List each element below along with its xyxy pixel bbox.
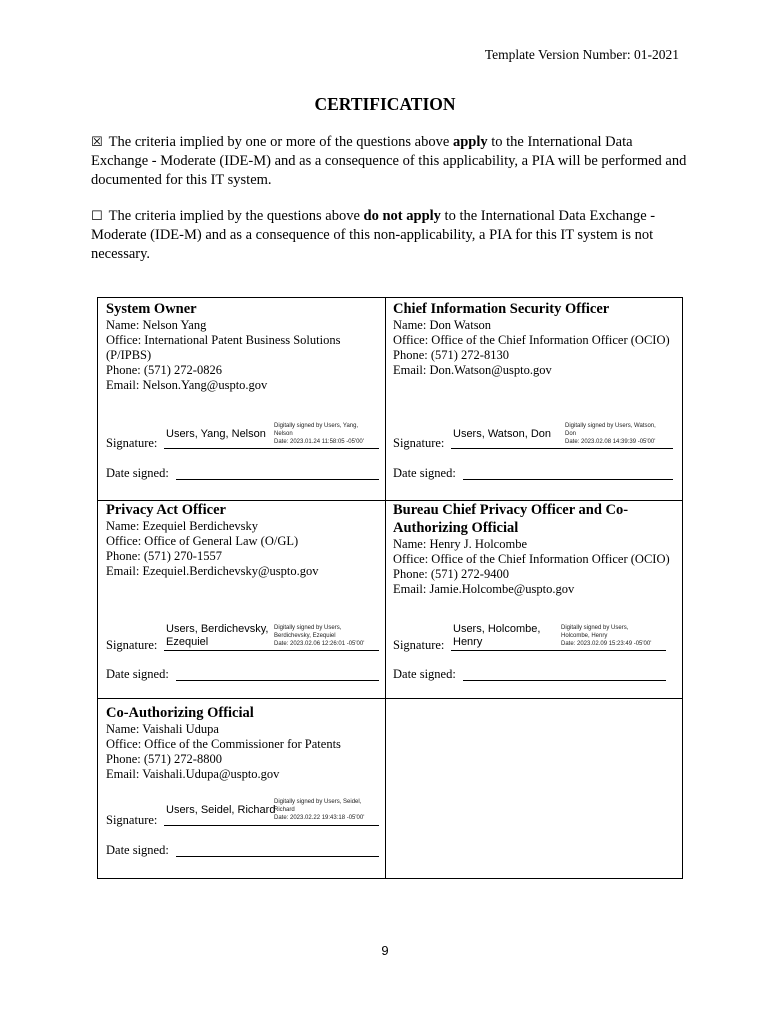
digital-signature-meta: [565, 422, 656, 446]
signature-label: Signature:: [393, 436, 445, 450]
contact-info: [106, 318, 382, 393]
option-not-apply-bold: do not apply: [363, 208, 441, 224]
role-title: System Owner: [106, 301, 197, 317]
contact-phone: Phone: (571) 270-1557: [106, 549, 222, 563]
date-signed-line: [463, 680, 666, 681]
role-title: Co-Authorizing Official: [106, 705, 254, 721]
digital-signature-meta: [274, 624, 364, 648]
template-version: Template Version Number: 01-2021: [484, 47, 679, 62]
option-apply-text-after: to the International Data Exchange - Moderate (IDE-M) and as a consequence of this applicability, a PIA will be performed and documented for this IT system.: [91, 134, 687, 188]
signature-line: [164, 825, 379, 826]
signature-label: Signature:: [106, 638, 158, 652]
meta-line: Digitally signed by Users, Seidel,: [274, 799, 362, 805]
page-title: CERTIFICATION: [314, 94, 456, 114]
ciso-cell: [393, 300, 679, 378]
contact-office-cont: (P/IPBS): [106, 348, 152, 362]
contact-office: Office: International Patent Business Solutions: [106, 333, 341, 347]
signer-name-line: Users, Holcombe,: [453, 623, 541, 635]
meta-line: Nelson: [274, 431, 293, 437]
digital-signature-meta: [561, 624, 651, 648]
meta-line: Digitally signed by Users, Watson,: [565, 423, 656, 429]
contact-name: Name: Nelson Yang: [106, 318, 207, 332]
signature-line: [451, 650, 666, 651]
checked-box-icon: ☒: [91, 135, 103, 150]
option-apply-text-before: The criteria implied by one or more of the questions above: [108, 134, 453, 150]
digital-signature-meta: [274, 422, 364, 446]
contact-info: [106, 722, 382, 782]
contact-info: [106, 519, 382, 579]
signature-line: [164, 448, 379, 449]
role-title-cont: Authorizing Official: [393, 520, 519, 536]
date-signed-label: Date signed:: [106, 466, 169, 480]
date-signed-line: [463, 479, 673, 480]
date-signed-line: [176, 856, 379, 857]
contact-name: Name: Don Watson: [393, 318, 492, 332]
contact-name: Name: Henry J. Holcombe: [393, 537, 527, 551]
option-not-apply-text-before: The criteria implied by the questions above: [108, 208, 364, 224]
meta-line: Richard: [274, 807, 295, 813]
option-not-apply-text-after: to the International Data Exchange - Moderate (IDE-M) and as a consequence of this non-applicability, a PIA for this IT system is not necessary.: [91, 208, 656, 262]
contact-name: Name: Vaishali Udupa: [106, 722, 219, 736]
role-title: Bureau Chief Privacy Officer and Co-: [393, 502, 629, 518]
contact-email: Email: Ezequiel.Berdichevsky@uspto.gov: [106, 564, 319, 578]
contact-phone: Phone: (571) 272-9400: [393, 567, 509, 581]
date-signed-label: Date signed:: [393, 466, 456, 480]
meta-line: Digitally signed by Users,: [274, 625, 342, 631]
meta-line: Digitally signed by Users,: [561, 625, 629, 631]
unchecked-box-icon: ☐: [91, 209, 103, 224]
date-signed-label: Date signed:: [106, 667, 169, 681]
bureau-chief-cell: [393, 501, 679, 597]
system-owner-cell: [106, 300, 382, 393]
signature-line: [451, 448, 673, 449]
meta-line: Date: 2023.02.06 12:26:01 -05'00': [274, 641, 365, 647]
page-number: 9: [381, 943, 389, 958]
date-signed-line: [176, 680, 379, 681]
contact-email: Email: Jamie.Holcombe@uspto.gov: [393, 582, 575, 596]
date-signed-label: Date signed:: [106, 843, 169, 857]
signature-table: [97, 297, 683, 879]
meta-line: Date: 2023.02.08 14:39:39 -05'00': [565, 439, 656, 445]
signer-name: Users, Seidel, Richard: [166, 804, 276, 816]
meta-line: Don: [565, 431, 577, 437]
privacy-act-officer-cell: [106, 501, 382, 579]
contact-phone: Phone: (571) 272-8800: [106, 752, 222, 766]
meta-line: Date: 2023.02.22 19:43:18 -05'00': [274, 815, 365, 821]
co-authorizing-official-cell: [106, 704, 382, 782]
meta-line: Berdichevsky, Ezequiel: [274, 633, 336, 639]
contact-name: Name: Ezequiel Berdichevsky: [106, 519, 259, 533]
signer-name: [166, 623, 269, 649]
signature-label: Signature:: [393, 638, 445, 652]
signature-line: [164, 650, 379, 651]
contact-office: Office: Office of the Commissioner for Patents: [106, 737, 341, 751]
meta-line: Date: 2023.01.24 11:58:05 -05'00': [274, 439, 364, 445]
contact-info: [393, 318, 679, 378]
row-divider: [98, 698, 682, 699]
contact-phone: Phone: (571) 272-8130: [393, 348, 509, 362]
contact-office: Office: Office of General Law (O/GL): [106, 534, 299, 548]
signer-name: [453, 623, 540, 649]
signature-label: Signature:: [106, 436, 158, 450]
date-signed-line: [176, 479, 379, 480]
digital-signature-meta: [274, 798, 364, 822]
contact-email: Email: Vaishali.Udupa@uspto.gov: [106, 767, 280, 781]
contact-phone: Phone: (571) 272-0826: [106, 363, 222, 377]
contact-office: Office: Office of the Chief Information Officer (OCIO): [393, 333, 670, 347]
role-title: Chief Information Security Officer: [393, 301, 610, 317]
contact-email: Email: Nelson.Yang@uspto.gov: [106, 378, 268, 392]
contact-office: Office: Office of the Chief Information Officer (OCIO): [393, 552, 670, 566]
contact-email: Email: Don.Watson@uspto.gov: [393, 363, 552, 377]
option-apply-bold: apply: [452, 134, 488, 150]
option-apply: [91, 133, 687, 190]
column-divider: [385, 298, 386, 879]
signer-name-line: Henry: [453, 636, 483, 648]
signature-label: Signature:: [106, 813, 158, 827]
signer-name-line: Users, Berdichevsky,: [166, 623, 269, 635]
signer-name-line: Ezequiel: [166, 636, 209, 648]
signer-name: Users, Watson, Don: [453, 428, 552, 440]
meta-line: Digitally signed by Users, Yang,: [274, 423, 359, 429]
signer-name: Users, Yang, Nelson: [166, 428, 266, 440]
date-signed-label: Date signed:: [393, 667, 456, 681]
role-title: Privacy Act Officer: [106, 502, 226, 518]
contact-info: [393, 537, 679, 597]
meta-line: Date: 2023.02.09 15:23:49 -05'00': [561, 641, 652, 647]
option-not-apply: [91, 207, 687, 264]
meta-line: Holcombe, Henry: [561, 633, 608, 639]
